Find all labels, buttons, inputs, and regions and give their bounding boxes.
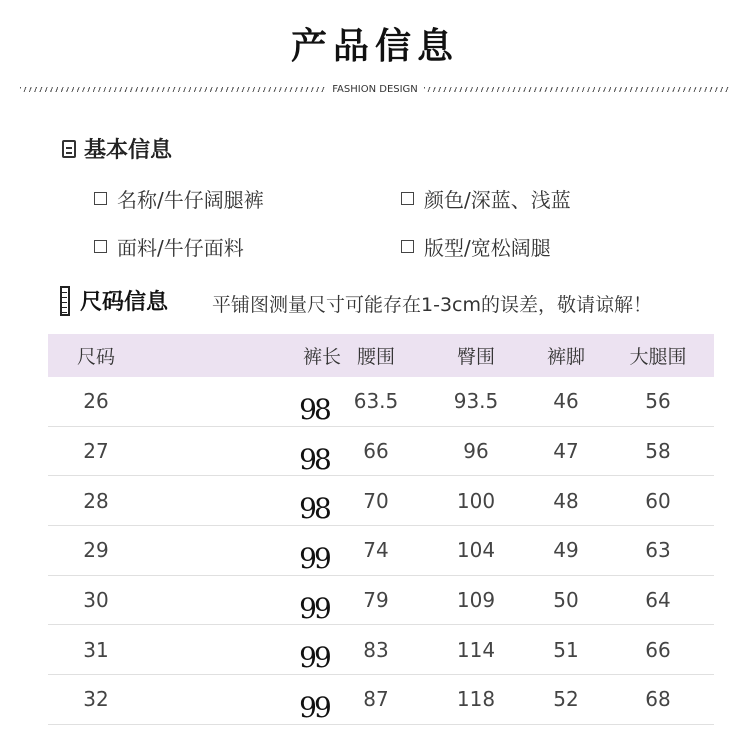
cell-hip: 100	[456, 488, 496, 513]
cell-thigh: 66	[645, 637, 671, 662]
table-row	[48, 576, 714, 626]
cell-thigh: 68	[645, 687, 671, 712]
size-table-header	[48, 334, 714, 377]
cell-hip: 118	[456, 687, 496, 712]
checkbox-icon	[401, 192, 414, 205]
checkbox-icon	[401, 240, 414, 253]
cell-length: 99	[299, 641, 329, 675]
cell-size: 26	[83, 389, 109, 414]
cell-hip: 114	[456, 637, 496, 662]
cell-length: 98	[299, 392, 329, 426]
col-header-hip: 臀围	[456, 346, 495, 368]
fashion-design-tagline: FASHION DESIGN	[332, 83, 418, 95]
checkbox-icon	[94, 240, 107, 253]
cell-hem: 51	[553, 637, 579, 662]
info-item-color	[401, 184, 571, 213]
col-header-length: 裤长	[302, 346, 341, 368]
cell-thigh: 58	[645, 439, 671, 464]
cell-waist: 63.5	[353, 389, 399, 414]
basic-info-heading-text: 基本信息	[84, 138, 173, 163]
cell-waist: 83	[363, 637, 389, 662]
divider-line-left	[20, 87, 326, 92]
size-info-heading-text: 尺码信息	[80, 290, 169, 315]
cell-size: 30	[83, 588, 109, 613]
page-title: 产品信息	[290, 26, 459, 67]
info-item-name	[94, 184, 264, 213]
info-item-fit	[401, 232, 551, 261]
col-header-thigh: 大腿围	[629, 346, 687, 368]
cell-size: 32	[83, 687, 109, 712]
cell-hip: 96	[463, 439, 489, 464]
cell-thigh: 63	[645, 538, 671, 563]
cell-size: 31	[83, 637, 109, 662]
cell-waist: 70	[363, 488, 389, 513]
cell-hip: 109	[456, 588, 496, 613]
size-info-heading	[60, 285, 168, 316]
table-row	[48, 476, 714, 526]
fashion-design-divider	[20, 81, 730, 97]
table-row	[48, 675, 714, 725]
cell-size: 28	[83, 488, 109, 513]
info-item-text: 名称/牛仔阔腿裤	[117, 188, 264, 212]
cell-length: 99	[299, 690, 329, 724]
table-row	[48, 377, 714, 427]
cell-thigh: 56	[645, 389, 671, 414]
cell-length: 99	[299, 541, 329, 575]
table-row	[48, 427, 714, 477]
basic-info-heading	[62, 133, 172, 164]
size-table	[48, 334, 714, 725]
cell-hem: 49	[553, 538, 579, 563]
size-note: 平铺图测量尺寸可能存在1-3cm的误差，敬请谅解！	[212, 294, 652, 316]
cell-size: 27	[83, 439, 109, 464]
info-item-text: 颜色/深蓝、浅蓝	[424, 188, 571, 212]
cell-waist: 87	[363, 687, 389, 712]
table-row	[48, 625, 714, 675]
cell-length: 98	[299, 492, 329, 526]
cell-length: 98	[299, 442, 329, 476]
col-header-waist: 腰围	[356, 346, 395, 368]
info-item-text: 版型/宽松阔腿	[424, 236, 551, 260]
document-icon	[62, 140, 76, 158]
cell-hem: 48	[553, 488, 579, 513]
cell-hem: 47	[553, 439, 579, 464]
cell-thigh: 60	[645, 488, 671, 513]
cell-size: 29	[83, 538, 109, 563]
cell-hip: 93.5	[453, 389, 499, 414]
table-row	[48, 526, 714, 576]
cell-length: 99	[299, 591, 329, 625]
cell-hem: 50	[553, 588, 579, 613]
cell-waist: 79	[363, 588, 389, 613]
cell-hem: 52	[553, 687, 579, 712]
cell-waist: 74	[363, 538, 389, 563]
checkbox-icon	[94, 192, 107, 205]
ruler-icon	[60, 286, 70, 316]
cell-thigh: 64	[645, 588, 671, 613]
cell-waist: 66	[363, 439, 389, 464]
divider-line-right	[424, 87, 730, 92]
info-item-text: 面料/牛仔面料	[117, 236, 244, 260]
col-header-size: 尺码	[76, 346, 115, 368]
info-item-fabric	[94, 232, 244, 261]
cell-hem: 46	[553, 389, 579, 414]
col-header-hem: 裤脚	[546, 346, 585, 368]
cell-hip: 104	[456, 538, 496, 563]
